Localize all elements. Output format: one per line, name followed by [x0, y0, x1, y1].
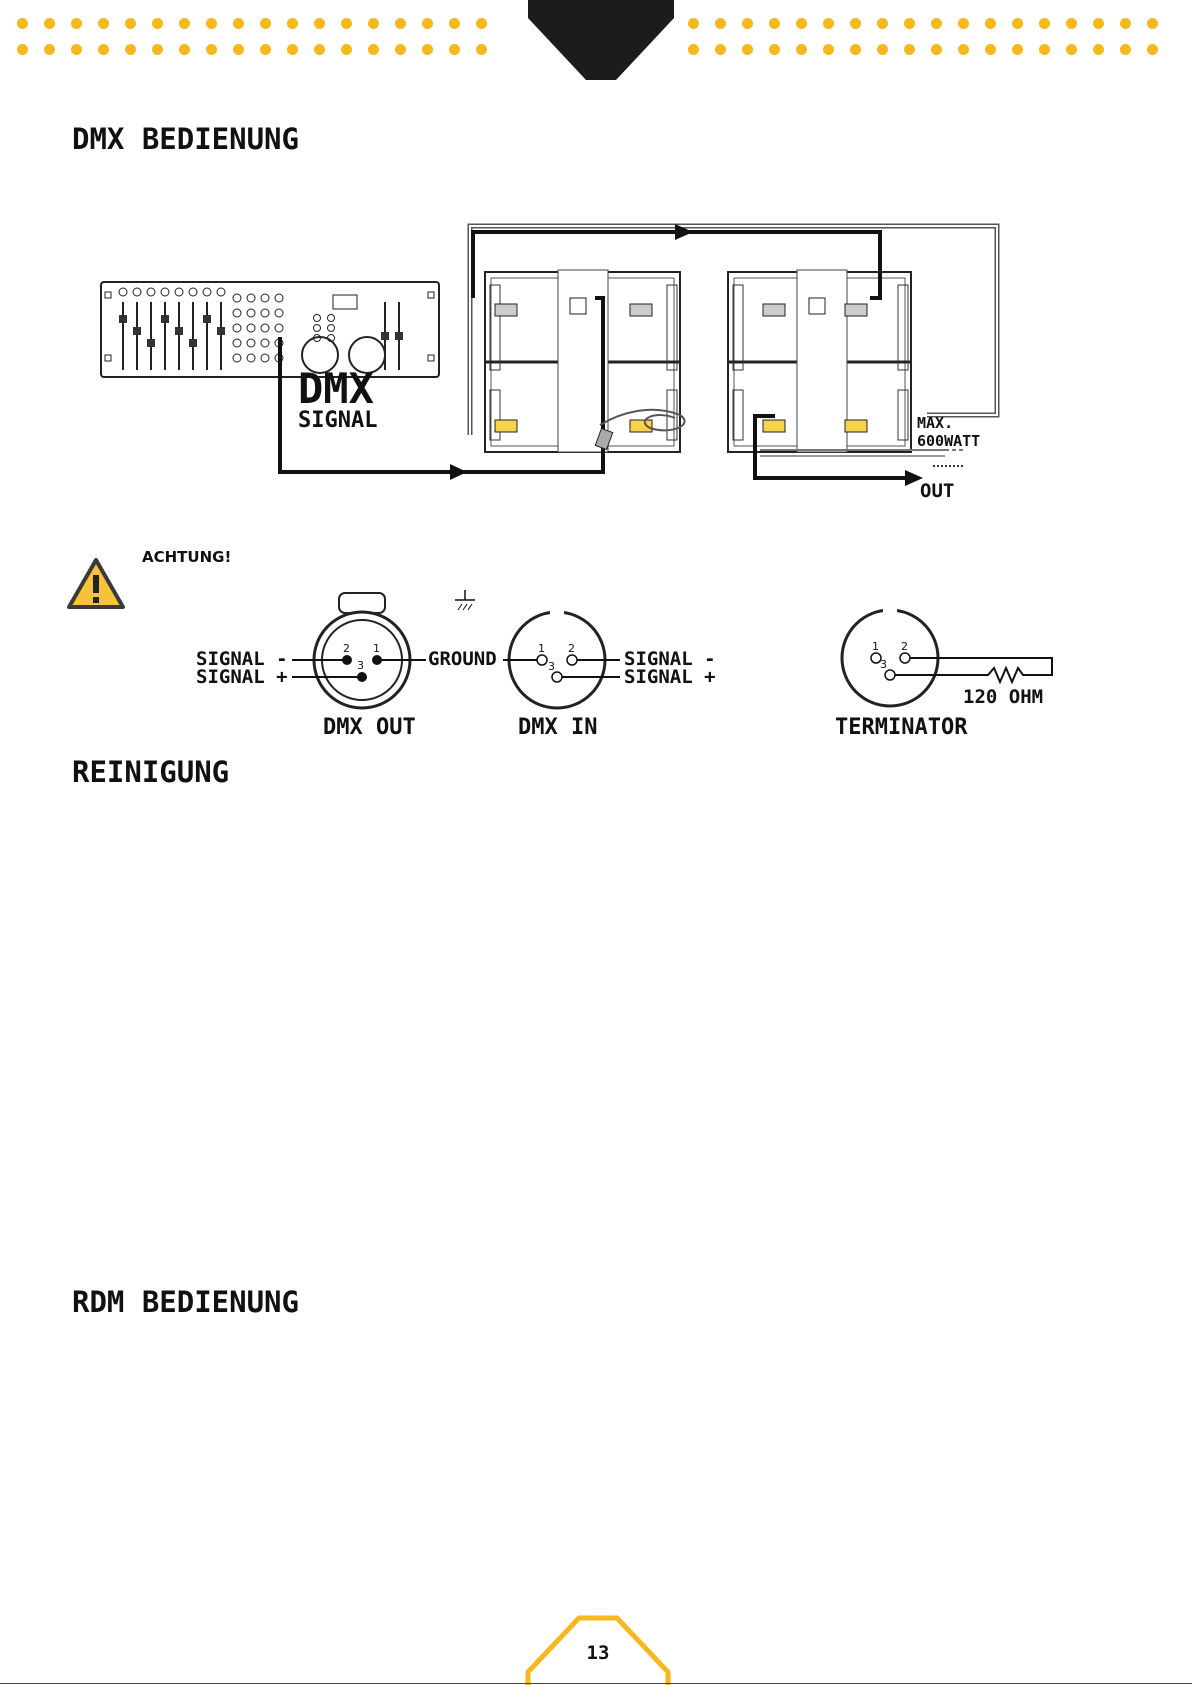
- warning-triangle-icon: [66, 557, 126, 611]
- decorative-dot: [985, 18, 996, 29]
- decorative-dot: [260, 18, 271, 29]
- decorative-dot: [769, 18, 780, 29]
- page-number-badge: [524, 1612, 672, 1685]
- svg-text:2: 2: [343, 642, 350, 655]
- decorative-dot: [877, 44, 888, 55]
- terminator-title: TERMINATOR: [835, 715, 968, 740]
- decorative-dot: [17, 18, 28, 29]
- decorative-dot: [368, 18, 379, 29]
- warning-label: ACHTUNG!: [142, 548, 232, 566]
- decorative-dot: [233, 18, 244, 29]
- decorative-dot: [476, 18, 487, 29]
- decorative-dot: [98, 44, 109, 55]
- fader-knob: [133, 327, 141, 335]
- svg-text:1: 1: [538, 642, 545, 655]
- decorative-dot: [1012, 18, 1023, 29]
- decorative-dot: [71, 18, 82, 29]
- decorative-dot: [341, 44, 352, 55]
- decorative-dot: [823, 18, 834, 29]
- decorative-dot: [179, 18, 190, 29]
- ohm-label: 120 OHM: [963, 686, 1044, 708]
- top-dots-right-row-1: [688, 18, 1174, 29]
- decorative-dot: [1093, 18, 1104, 29]
- decorative-dot: [98, 18, 109, 29]
- decorative-dot: [368, 44, 379, 55]
- decorative-dot: [206, 44, 217, 55]
- top-dots-left-row-1: [17, 18, 503, 29]
- decorative-dot: [904, 18, 915, 29]
- bottom-rule: [0, 1683, 1192, 1684]
- decorative-dot: [152, 18, 163, 29]
- decorative-dot: [152, 44, 163, 55]
- signal-plus-right: SIGNAL +: [624, 666, 716, 688]
- fader-knob: [147, 339, 155, 347]
- decorative-dot: [823, 44, 834, 55]
- decorative-dot: [422, 44, 433, 55]
- cleaning-section-title: REINIGUNG: [72, 755, 230, 789]
- decorative-dot: [1147, 44, 1158, 55]
- decorative-dot: [958, 44, 969, 55]
- decorative-dot: [44, 18, 55, 29]
- decorative-dot: [395, 44, 406, 55]
- decorative-dot: [769, 44, 780, 55]
- decorative-dot: [206, 18, 217, 29]
- decorative-dot: [1012, 44, 1023, 55]
- svg-text:1: 1: [373, 642, 380, 655]
- svg-text:3: 3: [548, 660, 555, 673]
- fader-knob: [189, 339, 197, 347]
- signal-label: SIGNAL: [298, 408, 378, 433]
- decorative-dot: [1066, 44, 1077, 55]
- decorative-dot: [422, 18, 433, 29]
- master-fader-knob: [381, 332, 389, 340]
- decorative-dot: [233, 44, 244, 55]
- max-label: MAX.: [917, 414, 954, 432]
- decorative-dot: [742, 44, 753, 55]
- decorative-dot: [688, 44, 699, 55]
- decorative-dot: [931, 18, 942, 29]
- dmx-in-title: DMX IN: [518, 715, 598, 740]
- svg-text:3: 3: [357, 659, 364, 672]
- decorative-dot: [314, 18, 325, 29]
- decorative-dot: [179, 44, 190, 55]
- dmx-label: DMX: [298, 364, 374, 413]
- signal-minus-right: SIGNAL -: [624, 648, 716, 670]
- decorative-dot: [796, 18, 807, 29]
- decorative-dot: [1147, 18, 1158, 29]
- signal-plus-left: SIGNAL +: [196, 666, 288, 688]
- ground-icon: [455, 590, 475, 610]
- decorative-dot: [1039, 44, 1050, 55]
- fader-knob: [175, 327, 183, 335]
- dmx-section-title: DMX BEDIENUNG: [72, 122, 299, 156]
- dmx-in-connector: [503, 612, 620, 708]
- decorative-dot: [877, 18, 888, 29]
- decorative-dot: [1120, 44, 1131, 55]
- svg-text:2: 2: [901, 640, 908, 653]
- decorative-dot: [476, 44, 487, 55]
- decorative-dot: [341, 18, 352, 29]
- decorative-dot: [742, 18, 753, 29]
- fader-knob: [203, 315, 211, 323]
- decorative-dot: [715, 18, 726, 29]
- decorative-dot: [287, 44, 298, 55]
- top-dots-left-row-2: [17, 44, 503, 55]
- decorative-dot: [850, 18, 861, 29]
- decorative-dot: [904, 44, 915, 55]
- decorative-dot: [1120, 18, 1131, 29]
- master-fader-knob: [395, 332, 403, 340]
- out-label: OUT: [920, 480, 955, 502]
- dmx-out-title: DMX OUT: [323, 715, 416, 740]
- decorative-dot: [17, 44, 28, 55]
- decorative-dot: [395, 18, 406, 29]
- dmx-wiring-diagram: [95, 220, 1075, 545]
- decorative-dot: [796, 44, 807, 55]
- decorative-dot: [1039, 18, 1050, 29]
- dmx-controller: [101, 282, 439, 377]
- fader-knob: [161, 315, 169, 323]
- watt-label: 600WATT: [917, 432, 981, 450]
- top-dots-right-row-2: [688, 44, 1174, 55]
- decorative-dot: [850, 44, 861, 55]
- decorative-dot: [71, 44, 82, 55]
- fader-knob: [217, 327, 225, 335]
- ground-label: GROUND: [428, 648, 497, 670]
- connector-pinout-diagram: [190, 590, 1090, 740]
- decorative-dot: [1066, 18, 1077, 29]
- rdm-section-title: RDM BEDIENUNG: [72, 1285, 299, 1319]
- decorative-dot: [958, 18, 969, 29]
- decorative-dot: [1093, 44, 1104, 55]
- svg-text:2: 2: [568, 642, 575, 655]
- led-panel-1: [485, 270, 680, 452]
- decorative-dot: [688, 18, 699, 29]
- decorative-dot: [260, 44, 271, 55]
- fader-knob: [119, 315, 127, 323]
- decorative-dot: [715, 44, 726, 55]
- header-tab: [528, 0, 674, 84]
- decorative-dot: [287, 18, 298, 29]
- decorative-dot: [985, 44, 996, 55]
- decorative-dot: [44, 44, 55, 55]
- decorative-dot: [125, 18, 136, 29]
- page-number: 13: [586, 1642, 610, 1664]
- dmx-out-connector: [292, 593, 426, 708]
- decorative-dot: [449, 18, 460, 29]
- decorative-dot: [314, 44, 325, 55]
- decorative-dot: [449, 44, 460, 55]
- signal-minus-left: SIGNAL -: [196, 648, 288, 670]
- decorative-dot: [125, 44, 136, 55]
- svg-text:3: 3: [880, 658, 887, 671]
- decorative-dot: [931, 44, 942, 55]
- svg-text:1: 1: [872, 640, 879, 653]
